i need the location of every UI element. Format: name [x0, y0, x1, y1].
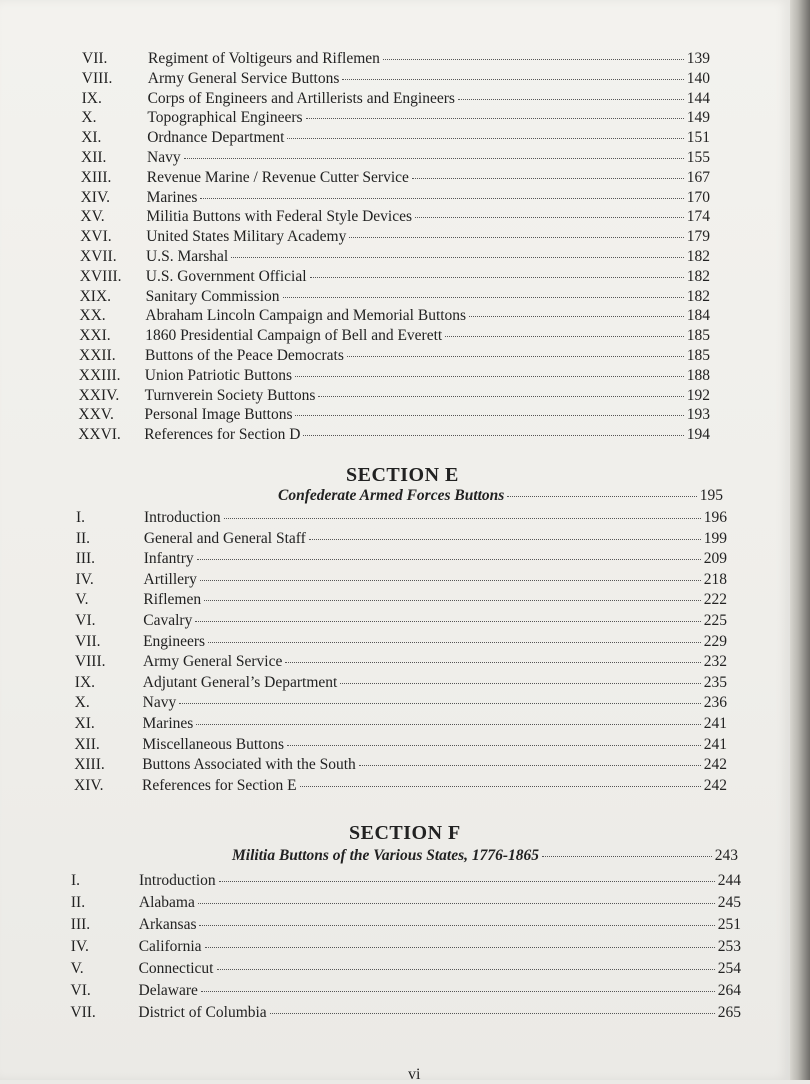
toc-entry-number: XXI. [79, 327, 111, 345]
dot-leader [310, 276, 684, 278]
toc-entry-number: VI. [70, 982, 91, 999]
toc-entry [75, 694, 727, 712]
dot-leader [300, 785, 701, 787]
dot-leader [412, 177, 684, 179]
toc-entry-title: Army General Service Buttons [147, 69, 340, 87]
toc-entry-page: 170 [686, 188, 710, 206]
toc-entry [75, 715, 728, 733]
toc-entry-title: District of Columbia [138, 1004, 267, 1021]
toc-entry-number: XIV. [74, 776, 104, 794]
toc-entry-page: 225 [703, 612, 727, 629]
toc-entry-page: 149 [686, 109, 710, 127]
toc-entry-title: 1860 Presidential Campaign of Bell and Everett [145, 327, 443, 345]
toc-entry-title: Regiment of Voltigeurs and Riflemen [148, 50, 380, 67]
toc-entry [81, 189, 710, 207]
toc-entry-page: 229 [703, 632, 727, 650]
section-f-subtitle: Militia Buttons of the Various States, 1776-1865 [232, 847, 540, 864]
toc-entry [71, 982, 742, 1000]
toc-entry [71, 916, 741, 934]
toc-entry-title: Sanitary Commission [145, 287, 280, 305]
toc-entry-page: 196 [703, 509, 727, 526]
toc-entry-number: XIII. [80, 168, 112, 186]
dot-leader [205, 946, 715, 948]
toc-entry [78, 406, 710, 424]
toc-entry-title: Cavalry [143, 612, 193, 629]
toc-entry-title: Buttons of the Peace Democrats [145, 347, 344, 364]
dot-leader [445, 335, 684, 337]
dot-leader [287, 137, 683, 139]
section-f-heading: SECTION F [349, 822, 461, 844]
dot-leader [199, 924, 714, 926]
dot-leader [318, 395, 683, 397]
toc-entry [80, 208, 710, 226]
toc-entry-title: Delaware [138, 982, 198, 999]
toc-entry-page: 218 [703, 570, 727, 588]
toc-entry-page: 235 [703, 673, 727, 691]
toc-entry-title: Infantry [143, 550, 194, 568]
toc-entry [74, 777, 727, 795]
toc-entry [71, 872, 741, 890]
toc-entry-page: 167 [686, 168, 710, 186]
toc-entry-title: Artillery [143, 570, 197, 588]
toc-entry-page: 242 [703, 756, 727, 774]
dot-leader [219, 880, 715, 882]
toc-entry-page: 179 [686, 228, 710, 246]
toc-entry-page: 253 [717, 938, 741, 955]
page-edge [790, 0, 810, 1080]
toc-entry-page: 182 [686, 248, 710, 265]
toc-entry [80, 268, 710, 286]
toc-entry-number: VI. [75, 612, 96, 629]
toc-entry-page: 192 [686, 386, 710, 404]
toc-entry-title: U.S. Government Official [145, 267, 307, 285]
toc-entry-number: VIII. [74, 653, 106, 671]
toc-entry-number: I. [76, 509, 86, 526]
toc-entry-page: 254 [717, 960, 741, 977]
toc-entry-page: 241 [703, 715, 727, 732]
dot-leader [458, 98, 684, 100]
toc-entry [71, 938, 741, 956]
toc-entry [81, 109, 710, 127]
toc-entry-number: V. [70, 960, 84, 977]
toc-entry-page: 144 [686, 89, 710, 107]
toc-entry-number: IV. [70, 938, 89, 955]
toc-entry-title: General and General Staff [143, 529, 306, 547]
toc-entry-page: 193 [686, 406, 710, 424]
toc-entry-number: XXV. [78, 406, 114, 424]
toc-entry-number: XIV. [80, 188, 111, 206]
toc-entry-page: 185 [686, 347, 710, 364]
toc-entry-title: Introduction [144, 509, 221, 526]
toc-entry [75, 653, 727, 671]
toc-entry [80, 288, 710, 306]
toc-entry-number: XIII. [74, 756, 105, 774]
toc-entry [74, 756, 727, 774]
toc-entry-number: XXIII. [78, 366, 121, 384]
toc-entry-title: Arkansas [138, 916, 197, 933]
toc-entry-number: VII. [75, 632, 101, 650]
toc-entry [80, 228, 710, 246]
toc-entry-number: XII. [74, 735, 100, 753]
dot-leader [306, 117, 684, 119]
dot-leader [198, 902, 715, 904]
dot-leader [295, 375, 684, 377]
dot-leader [283, 296, 684, 298]
toc-entry-title: Buttons Associated with the South [142, 756, 356, 774]
toc-entry-title: Marines [146, 188, 198, 206]
dot-leader [197, 558, 701, 560]
section-e-subtitle: Confederate Armed Forces Buttons [278, 487, 505, 504]
dot-leader [303, 434, 683, 436]
toc-entry [78, 426, 710, 444]
toc-entry [76, 550, 727, 568]
dot-leader [224, 517, 701, 519]
toc-entry-title: U.S. Marshal [146, 248, 229, 265]
toc-entry [75, 612, 727, 630]
toc-entry [79, 307, 710, 325]
toc-entry-title: Navy [142, 694, 177, 712]
toc-entry-number: VII. [82, 50, 108, 67]
toc-entry [82, 90, 710, 108]
toc-entry-title: Navy [147, 149, 181, 166]
dot-leader [184, 157, 684, 159]
toc-entry-number: XI. [74, 715, 95, 732]
dot-leader [195, 620, 700, 622]
dot-leader [295, 414, 683, 416]
toc-entry-title: Alabama [138, 894, 195, 911]
dot-leader [287, 744, 701, 746]
toc-entry-number: III. [70, 916, 91, 933]
toc-entry-title: Miscellaneous Buttons [142, 735, 284, 753]
toc-entry-number: IX. [81, 89, 102, 107]
dot-leader [200, 579, 701, 581]
toc-entry-page: 184 [686, 307, 710, 325]
toc-entry-number: IV. [75, 570, 94, 588]
toc-entry-page: 174 [686, 208, 710, 226]
toc-entry-number: XIX. [79, 287, 112, 305]
toc-entry [75, 633, 727, 651]
toc-entry-title: References for Section E [142, 776, 297, 794]
toc-entry-page: 209 [703, 550, 727, 568]
toc-entry-page: 242 [703, 776, 727, 794]
toc-entry-number: XVI. [80, 228, 112, 246]
toc-entry-title: Union Patriotic Buttons [144, 366, 293, 384]
toc-entry-page: 241 [703, 735, 727, 753]
toc-entry [79, 367, 710, 385]
toc-entry [76, 571, 727, 589]
toc-entry-page: 185 [686, 327, 710, 345]
toc-entry-title: Abraham Lincoln Campaign and Memorial Buttons [145, 307, 467, 325]
toc-entry [81, 169, 710, 187]
toc-entry-page: 139 [686, 50, 710, 67]
dot-leader [285, 661, 700, 663]
toc-entry-number: V. [75, 591, 89, 609]
toc-entry [71, 894, 741, 912]
toc-entry [81, 129, 710, 147]
toc-entry-number: VIII. [81, 69, 113, 87]
toc-entry-number: III. [75, 550, 96, 568]
toc-entry [81, 149, 710, 167]
toc-entry-number: XXIV. [78, 386, 120, 404]
toc-entry-page: 194 [686, 426, 710, 444]
dot-leader [231, 256, 684, 258]
section-e-subtitle-row [278, 487, 723, 505]
toc-entry-title: Revenue Marine / Revenue Cutter Service [146, 168, 409, 186]
dot-leader [270, 1012, 715, 1014]
toc-entry-page: 244 [717, 872, 741, 889]
toc-entry-number: X. [81, 109, 97, 127]
toc-entry [79, 347, 710, 365]
toc-entry [80, 248, 710, 266]
toc-entry [82, 70, 710, 88]
toc-entry-number: XV. [80, 208, 105, 226]
toc-entry-title: Ordnance Department [147, 129, 285, 147]
dot-leader [179, 702, 701, 704]
toc-entry-page: 232 [703, 653, 727, 671]
toc-entry-page: 188 [686, 366, 710, 384]
toc-entry-page: 236 [703, 694, 727, 712]
dot-leader [309, 538, 701, 540]
toc-entry [75, 591, 727, 609]
toc-entry-title: Army General Service [142, 653, 283, 671]
dot-leader [208, 641, 701, 643]
toc-entry-page: 182 [686, 267, 710, 285]
toc-entry-title: Marines [142, 715, 194, 732]
toc-entry-number: IX. [74, 673, 96, 691]
dot-leader [507, 495, 696, 497]
toc-entry-number: XII. [81, 149, 107, 166]
toc-entry-page: 245 [717, 894, 741, 911]
dot-leader [340, 682, 700, 684]
toc-entry-title: Adjutant General’s Department [142, 673, 338, 691]
toc-entry-title: Personal Image Buttons [144, 406, 293, 424]
toc-entry-title: California [138, 938, 202, 955]
toc-entry-number: II. [70, 894, 86, 911]
toc-entry-page: 264 [717, 982, 741, 999]
toc-entry-title: References for Section D [144, 426, 301, 444]
toc-entry-page: 140 [686, 69, 710, 87]
toc-entry-number: VII. [70, 1004, 96, 1021]
section-e-subtitle-page: 195 [699, 487, 723, 504]
toc-entry [71, 960, 741, 978]
toc-entry-title: Militia Buttons with Federal Style Devices [146, 208, 413, 226]
dot-leader [415, 216, 684, 218]
toc-entry-title: Turnverein Society Buttons [144, 386, 316, 404]
dot-leader [359, 764, 701, 766]
toc-entry-page: 151 [686, 129, 710, 147]
toc-entry-number: II. [75, 529, 91, 547]
dot-leader [342, 78, 683, 80]
toc-entry [79, 327, 710, 345]
section-e-heading: SECTION E [346, 464, 459, 486]
page-folio: vi [408, 1066, 421, 1083]
dot-leader [542, 855, 712, 857]
toc-entry [82, 50, 710, 68]
section-f-subtitle-page: 243 [714, 847, 738, 864]
dot-leader [469, 315, 684, 317]
toc-entry-number: I. [71, 872, 81, 889]
toc-entry-title: United States Military Academy [146, 228, 347, 246]
dot-leader [200, 197, 683, 199]
toc-entry-number: XVIII. [79, 267, 122, 285]
toc-entry [79, 387, 710, 405]
toc-entry-title: Engineers [143, 632, 206, 650]
toc-entry [70, 1004, 741, 1022]
toc-entry-title: Connecticut [138, 960, 214, 977]
toc-entry-number: XVII. [80, 248, 117, 265]
toc-entry-number: XI. [81, 129, 102, 147]
dot-leader [383, 58, 684, 60]
toc-entry-page: 251 [717, 916, 741, 933]
toc-entry-page: 265 [717, 1004, 741, 1021]
dot-leader [196, 723, 700, 725]
toc-entry-page: 222 [703, 591, 727, 609]
toc-entry-title: Riflemen [143, 591, 202, 609]
dot-leader [349, 236, 683, 238]
toc-entry [76, 530, 727, 548]
toc-entry-number: X. [74, 694, 90, 712]
toc-entry-title: Corps of Engineers and Artillerists and Engineers [147, 89, 455, 107]
toc-entry-number: XXVI. [78, 426, 121, 444]
dot-leader [217, 968, 715, 970]
dot-leader [201, 990, 715, 992]
dot-leader [347, 355, 684, 357]
toc-entry-number: XXII. [79, 347, 116, 364]
section-f-subtitle-row [232, 847, 738, 865]
toc-entry-number: XX. [79, 307, 106, 325]
toc-entry-page: 155 [686, 149, 710, 166]
toc-entry-page: 182 [686, 287, 710, 305]
toc-entry-page: 199 [703, 529, 727, 547]
toc-entry [75, 674, 727, 692]
toc-entry [76, 509, 727, 527]
toc-entry-title: Topographical Engineers [147, 109, 303, 127]
dot-leader [204, 599, 701, 601]
toc-entry [74, 736, 727, 754]
toc-entry-title: Introduction [139, 872, 216, 889]
